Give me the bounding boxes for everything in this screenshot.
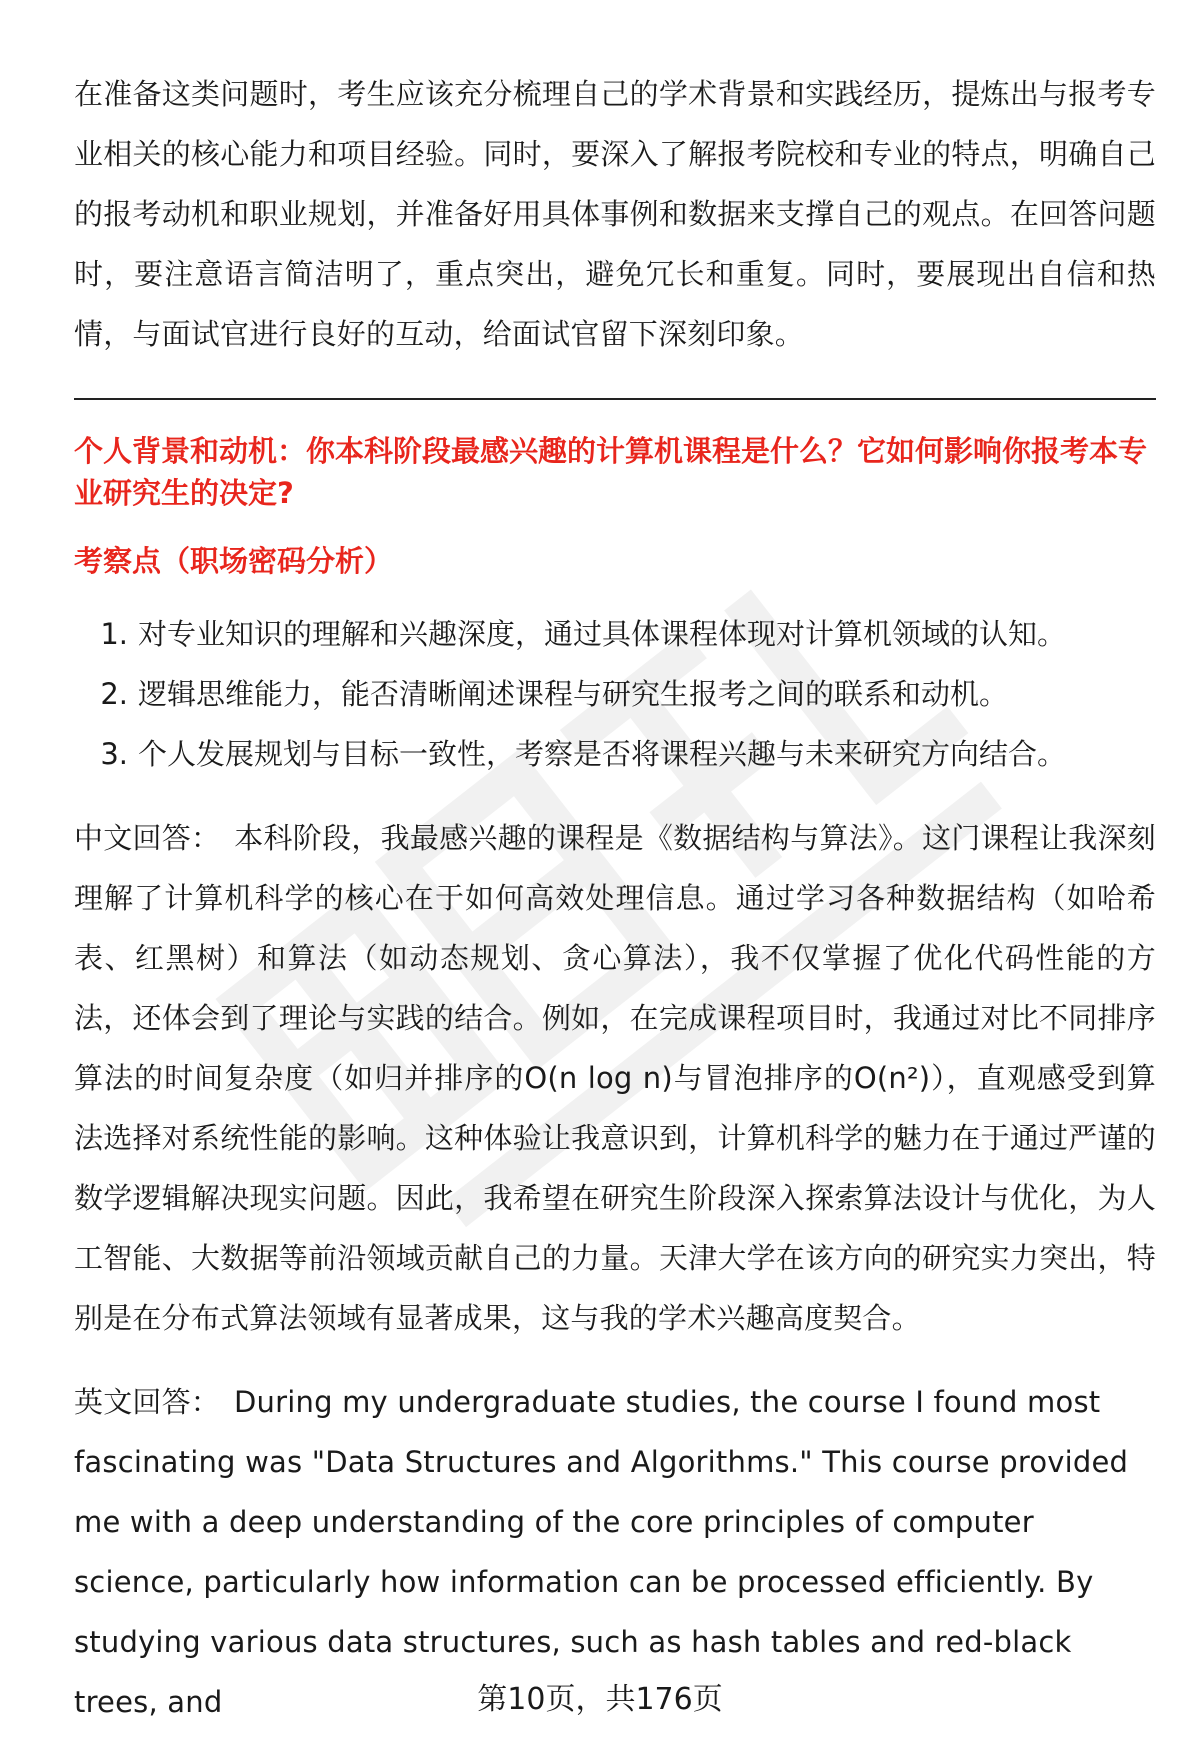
page-footer: 第10页，共176页 <box>477 1682 723 1717</box>
chinese-answer <box>74 808 1156 1348</box>
english-answer <box>74 1372 1156 1732</box>
assessment-title: 考察点（职场密码分析） <box>74 544 394 578</box>
intro-paragraph: 在准备这类问题时，考生应该充分梳理自己的学术背景和实践经历，提炼出与报考专业相关的核心能力和项目经验。同时，要深入了解报考院校和专业的特点，明确自己的报考动机和职业规划，并准备好用具体事例和数据来支撑自己的观点。在回答问题时，要注意语言简洁明了，重点突出，避免冗长和重复。同时，要展现出自信和热情，与面试官进行良好的互动，给面试官留下深刻印象。 <box>74 77 1156 351</box>
list-item-text: 逻辑思维能力，能否清晰阐述课程与研究生报考之间的联系和动机。 <box>138 677 1009 711</box>
english-answer-label: 英文回答： <box>74 1385 221 1419</box>
list-item-text: 个人发展规划与目标一致性，考察是否将课程兴趣与未来研究方向结合。 <box>138 737 1067 771</box>
english-answer-text: During my undergraduate studies, the course I found most fascinating was "Data Structures and Algorithms." This course provided me with a deep understanding of the core principles of computer science, particularly how information can be processed efficiently. By studying various data structures, such as hash tables and red-black trees, and <box>74 1385 1129 1719</box>
page-content <box>74 64 1156 1732</box>
assessment-points <box>74 604 1156 784</box>
list-item <box>74 664 1156 724</box>
list-item <box>74 604 1156 664</box>
chinese-answer-label: 中文回答： <box>74 821 221 855</box>
section-divider <box>74 398 1156 400</box>
list-item-number: 3. <box>100 737 128 771</box>
list-item-text: 对专业知识的理解和兴趣深度，通过具体课程体现对计算机领域的认知。 <box>138 617 1067 651</box>
list-item-number: 1. <box>100 617 128 651</box>
list-item <box>74 724 1156 784</box>
interview-question: 个人背景和动机：你本科阶段最感兴趣的计算机课程是什么？它如何影响你报考本专业研究生的决定? <box>74 434 1148 510</box>
list-item-number: 2. <box>100 677 128 711</box>
chinese-answer-text: 本科阶段，我最感兴趣的课程是《数据结构与算法》。这门课程让我深刻理解了计算机科学的核心在于如何高效处理信息。通过学习各种数据结构（如哈希表、红黑树）和算法（如动态规划、贪心算法），我不仅掌握了优化代码性能的方法，还体会到了理论与实践的结合。例如，在完成课程项目时，我通过对比不同排序算法的时间复杂度（如归并排序的O(n log n)与冒泡排序的O(n²)），直观感受到算法选择对系统性能的影响。这种体验让我意识到，计算机科学的魅力在于通过严谨的数学逻辑解决现实问题。因此，我希望在研究生阶段深入探索算法设计与优化，为人工智能、大数据等前沿领域贡献自己的力量。天津大学在该方向的研究实力突出，特别是在分布式算法领域有显著成果，这与我的学术兴趣高度契合。 <box>74 821 1156 1335</box>
